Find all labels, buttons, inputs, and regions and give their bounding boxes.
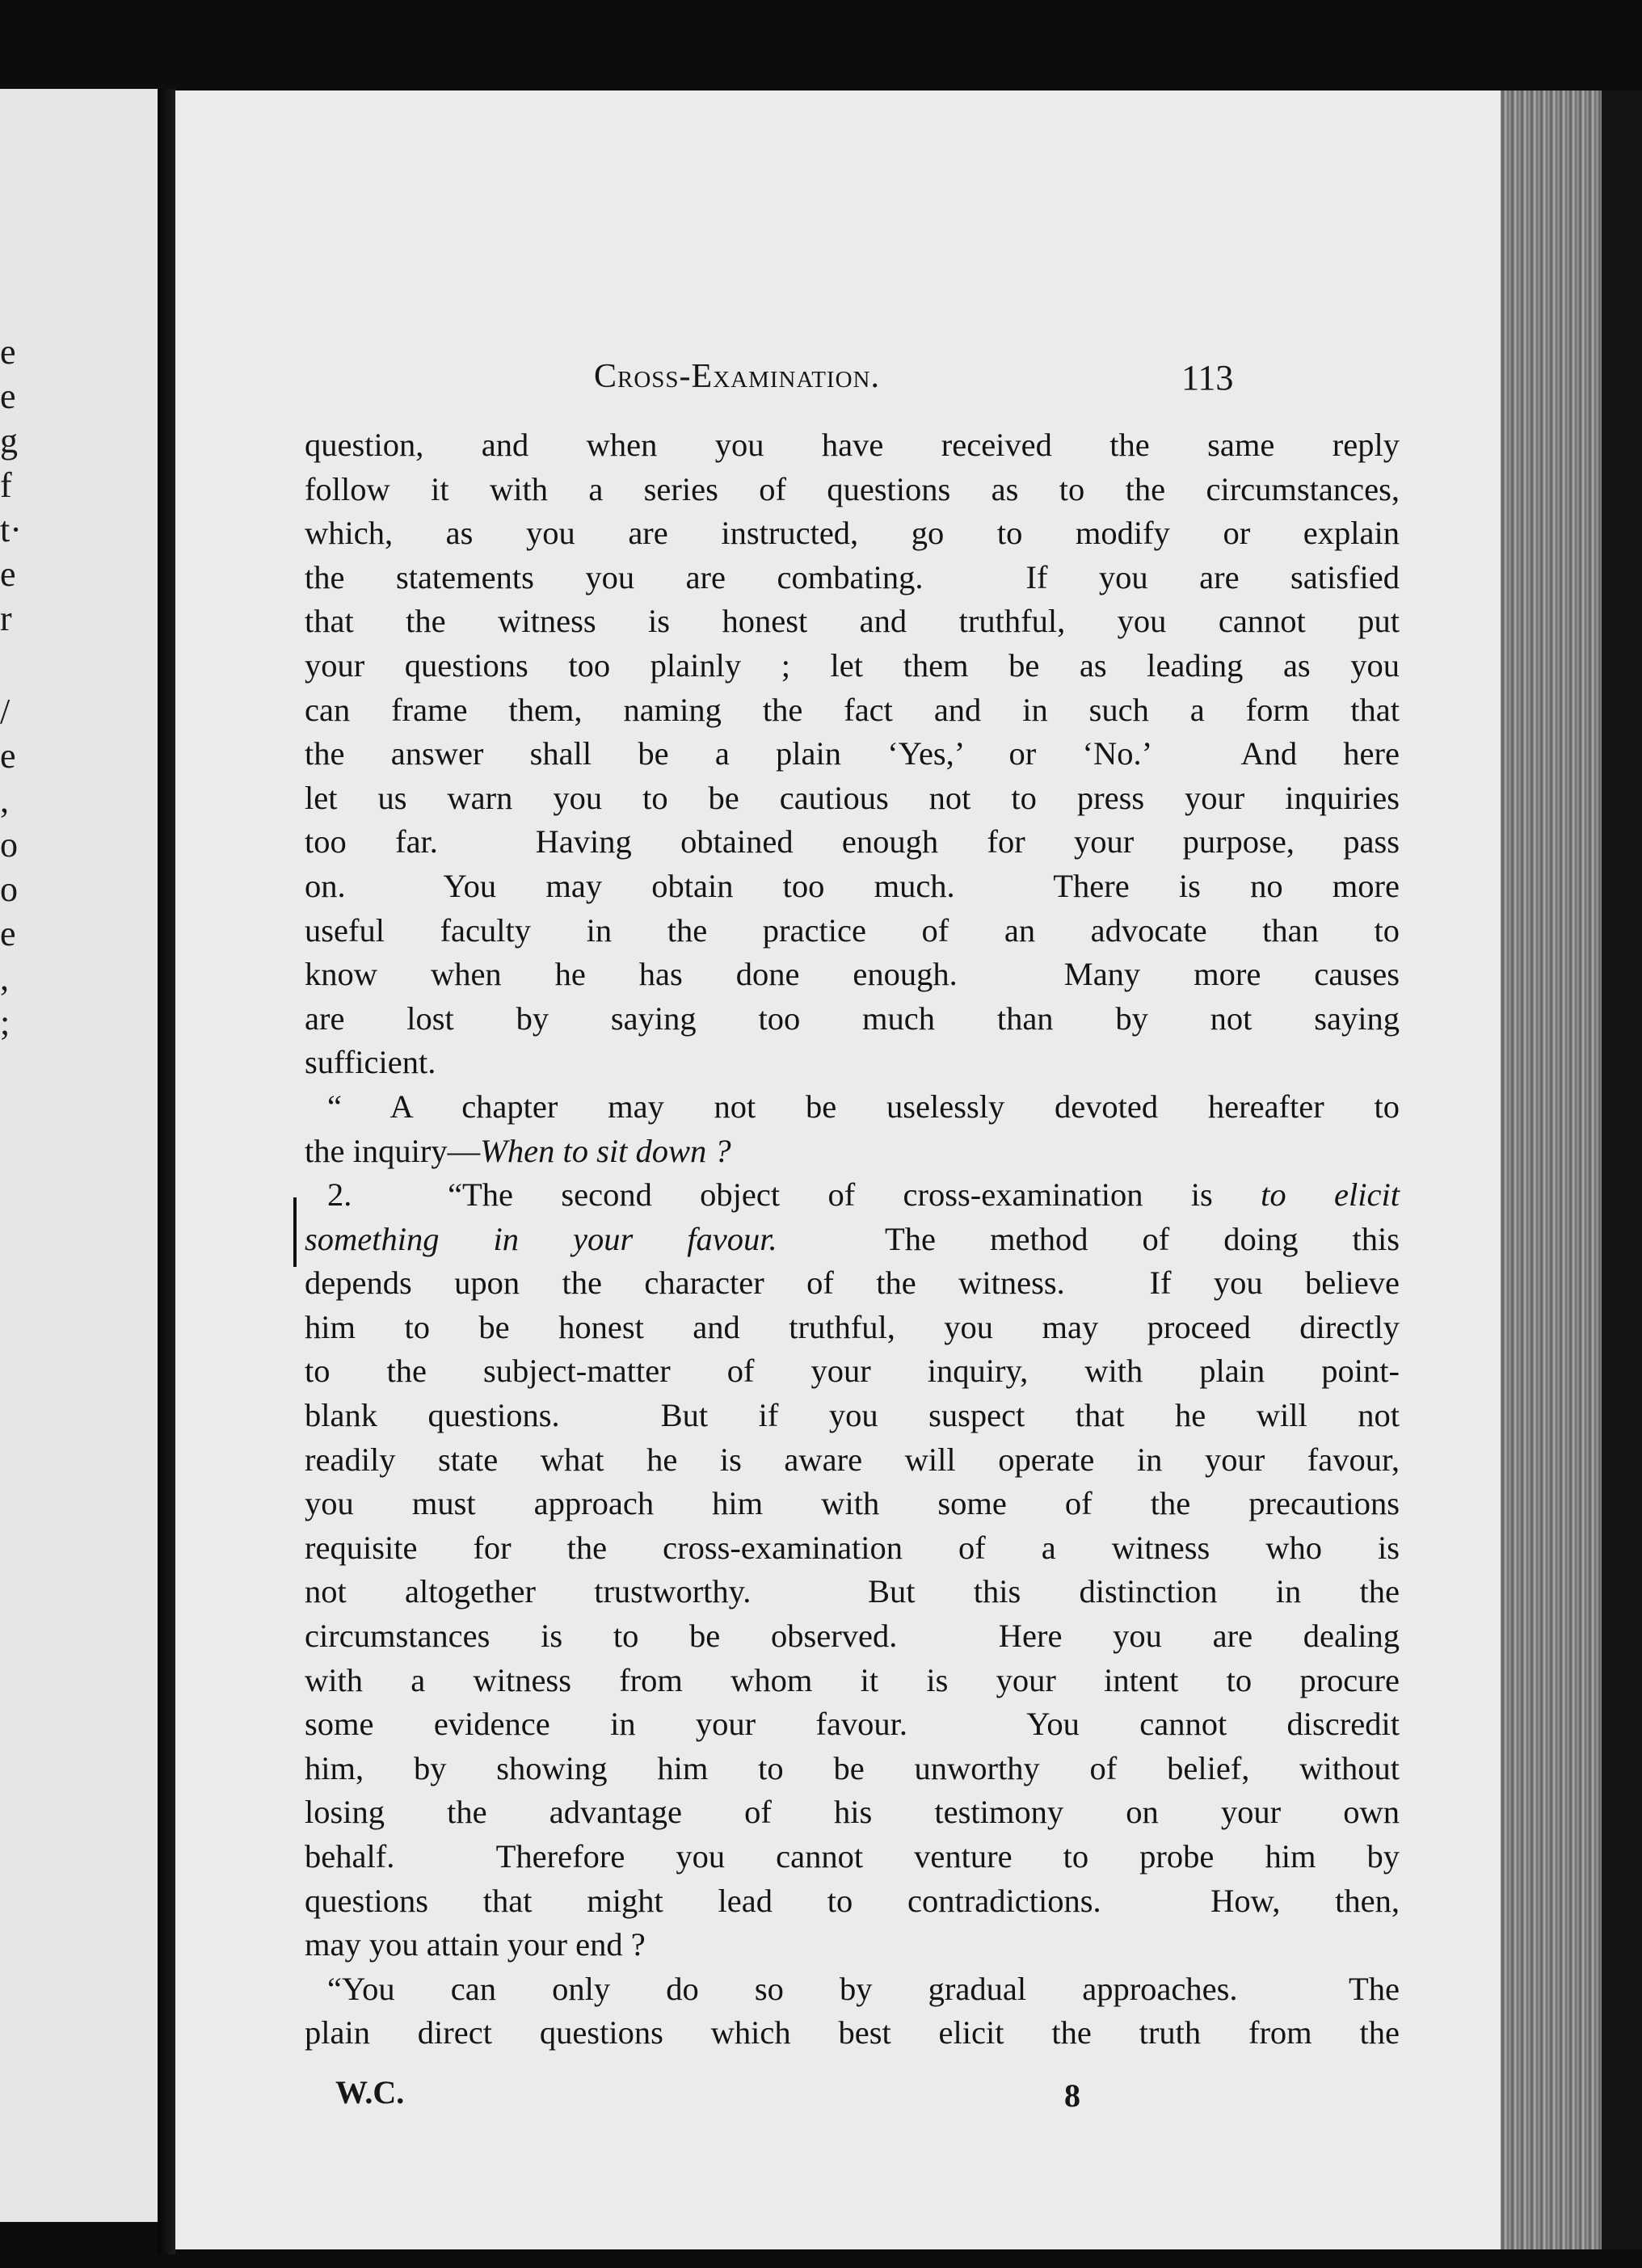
line-text: on. You may obtain too much. There is no more (305, 867, 1400, 904)
line-text: can frame them, naming the fact and in such a form that (305, 691, 1400, 728)
text-line (305, 1438, 1400, 1483)
line-text: let us warn you to be cautious not to press your inquiries (305, 779, 1400, 816)
line-text: you must approach him with some of the precautions (305, 1485, 1400, 1522)
facing-page-fragment: e (0, 736, 16, 776)
text-line (305, 909, 1400, 953)
line-text: not altogether trustworthy. But this distinction in the (305, 1573, 1400, 1610)
book-gutter (158, 89, 175, 2254)
text-line (305, 1659, 1400, 1703)
text-line (305, 1790, 1400, 1835)
text-line (305, 1349, 1400, 1394)
line-text: question, and when you have received the same reply (305, 427, 1400, 463)
line-text: sufficient. (305, 1044, 436, 1081)
facing-page-fragment: / (0, 692, 11, 731)
text-line (305, 511, 1400, 556)
facing-page-fragment: o (0, 869, 18, 909)
line-text: to the subject-matter of your inquiry, with plain point- (305, 1353, 1400, 1390)
line-text: “You can only do so by gradual approaches. The (327, 1970, 1400, 2007)
text-line (305, 953, 1400, 997)
line-text: some evidence in your favour. You cannot discredit (305, 1706, 1400, 1743)
line-text: are lost by saying too much than by not saying (305, 999, 1400, 1037)
text-line (305, 1482, 1400, 1526)
text-line (305, 1173, 1400, 1218)
facing-page-fragment: f (0, 465, 12, 505)
running-head (175, 357, 1501, 406)
text-line (305, 1130, 1400, 1174)
line-text: follow it with a series of questions as to the circumstances, (305, 470, 1400, 507)
page-edges (1501, 90, 1602, 2249)
scan-border (1602, 90, 1642, 2249)
running-title: Cross-Examination. (594, 358, 880, 395)
line-text: the inquiry— (305, 1132, 481, 1169)
text-line (305, 1879, 1400, 1924)
text-line (305, 1835, 1400, 1879)
italic-phrase: something in your favour. (305, 1220, 777, 1257)
line-text: the answer shall be a plain ‘Yes,’ or ‘No.’ And here (305, 735, 1400, 772)
text-line (305, 865, 1400, 909)
line-text: plain direct questions which best elicit the truth from the (305, 2014, 1400, 2051)
sheet-number: 8 (1064, 2077, 1080, 2114)
line-text: know when he has done enough. Many more causes (305, 956, 1400, 993)
text-line (305, 1306, 1400, 1350)
text-line (305, 1526, 1400, 1571)
text-line (305, 1967, 1400, 2012)
line-text: The method of doing this (777, 1220, 1400, 1257)
text-line (305, 776, 1400, 821)
text-line (305, 1218, 1400, 1262)
text-line (305, 2011, 1400, 2056)
line-text: requisite for the cross-examination of a witness who is (305, 1529, 1400, 1566)
line-text: losing the advantage of his testimony on your own (305, 1794, 1400, 1831)
text-line (305, 1394, 1400, 1438)
line-text: “ A chapter may not be uselessly devoted hereafter to (327, 1088, 1400, 1125)
text-line (305, 688, 1400, 733)
facing-page-fragment: e (0, 914, 16, 953)
text-line (305, 1923, 1400, 1967)
text-line (305, 468, 1400, 512)
line-text: him to be honest and truthful, you may proceed directly (305, 1308, 1400, 1345)
signature-mark: W.C. (335, 2074, 405, 2110)
line-text: the statements you are combating. If you are satisfied (305, 558, 1400, 595)
facing-page-fragment: , (0, 958, 9, 998)
text-line (305, 1747, 1400, 1791)
line-text: may you attain your end ? (305, 1926, 646, 1963)
facing-page-fragment: e (0, 554, 16, 594)
facing-page (0, 89, 162, 2222)
page-number: 113 (1181, 358, 1234, 398)
line-text: which, as you are instructed, go to modify or explain (305, 515, 1400, 552)
body-text (305, 423, 1400, 2056)
text-line (305, 1041, 1400, 1085)
text-line (305, 1261, 1400, 1306)
text-line (305, 644, 1400, 688)
line-text: questions that might lead to contradictions. How, then, (305, 1882, 1400, 1919)
text-line (305, 600, 1400, 644)
text-line (305, 732, 1400, 776)
book-page (175, 90, 1501, 2249)
line-text: your questions too plainly ; let them be as leading as you (305, 646, 1400, 684)
facing-page-fragment: t· (0, 510, 22, 549)
line-text: blank questions. But if you suspect that he will not (305, 1397, 1400, 1434)
margin-mark (293, 1197, 297, 1267)
line-text: behalf. Therefore you cannot venture to probe him by (305, 1838, 1400, 1875)
line-text: depends upon the character of the witness. If you believe (305, 1264, 1400, 1302)
line-text: readily state what he is aware will operate in your favour, (305, 1441, 1400, 1478)
facing-page-fragment: , (0, 781, 9, 820)
line-text: 2. “The second object of cross-examination is (327, 1176, 1261, 1214)
text-line (305, 997, 1400, 1041)
line-text: circumstances is to be observed. Here you are dealing (305, 1618, 1400, 1655)
text-line (305, 1085, 1400, 1130)
facing-page-fragment: e (0, 332, 16, 372)
text-line (305, 423, 1400, 468)
text-line (305, 1702, 1400, 1747)
line-text: useful faculty in the practice of an advocate than to (305, 911, 1400, 949)
text-line (305, 556, 1400, 600)
line-text: with a witness from whom it is your intent to procure (305, 1661, 1400, 1698)
facing-page-fragment: ; (0, 1003, 11, 1042)
text-line (305, 1614, 1400, 1659)
facing-page-fragment: o (0, 825, 18, 865)
italic-phrase: When to sit down ? (480, 1132, 731, 1169)
text-line (305, 1570, 1400, 1614)
facing-page-fragment: r (0, 599, 12, 638)
line-text: that the witness is honest and truthful, you cannot put (305, 603, 1400, 640)
line-text: too far. Having obtained enough for your purpose, pass (305, 823, 1400, 860)
italic-phrase: to elicit (1261, 1176, 1400, 1214)
text-line (305, 820, 1400, 865)
facing-page-fragment: g (0, 421, 18, 461)
facing-page-fragment: e (0, 377, 16, 416)
line-text: him, by showing him to be unworthy of belief, without (305, 1749, 1400, 1786)
